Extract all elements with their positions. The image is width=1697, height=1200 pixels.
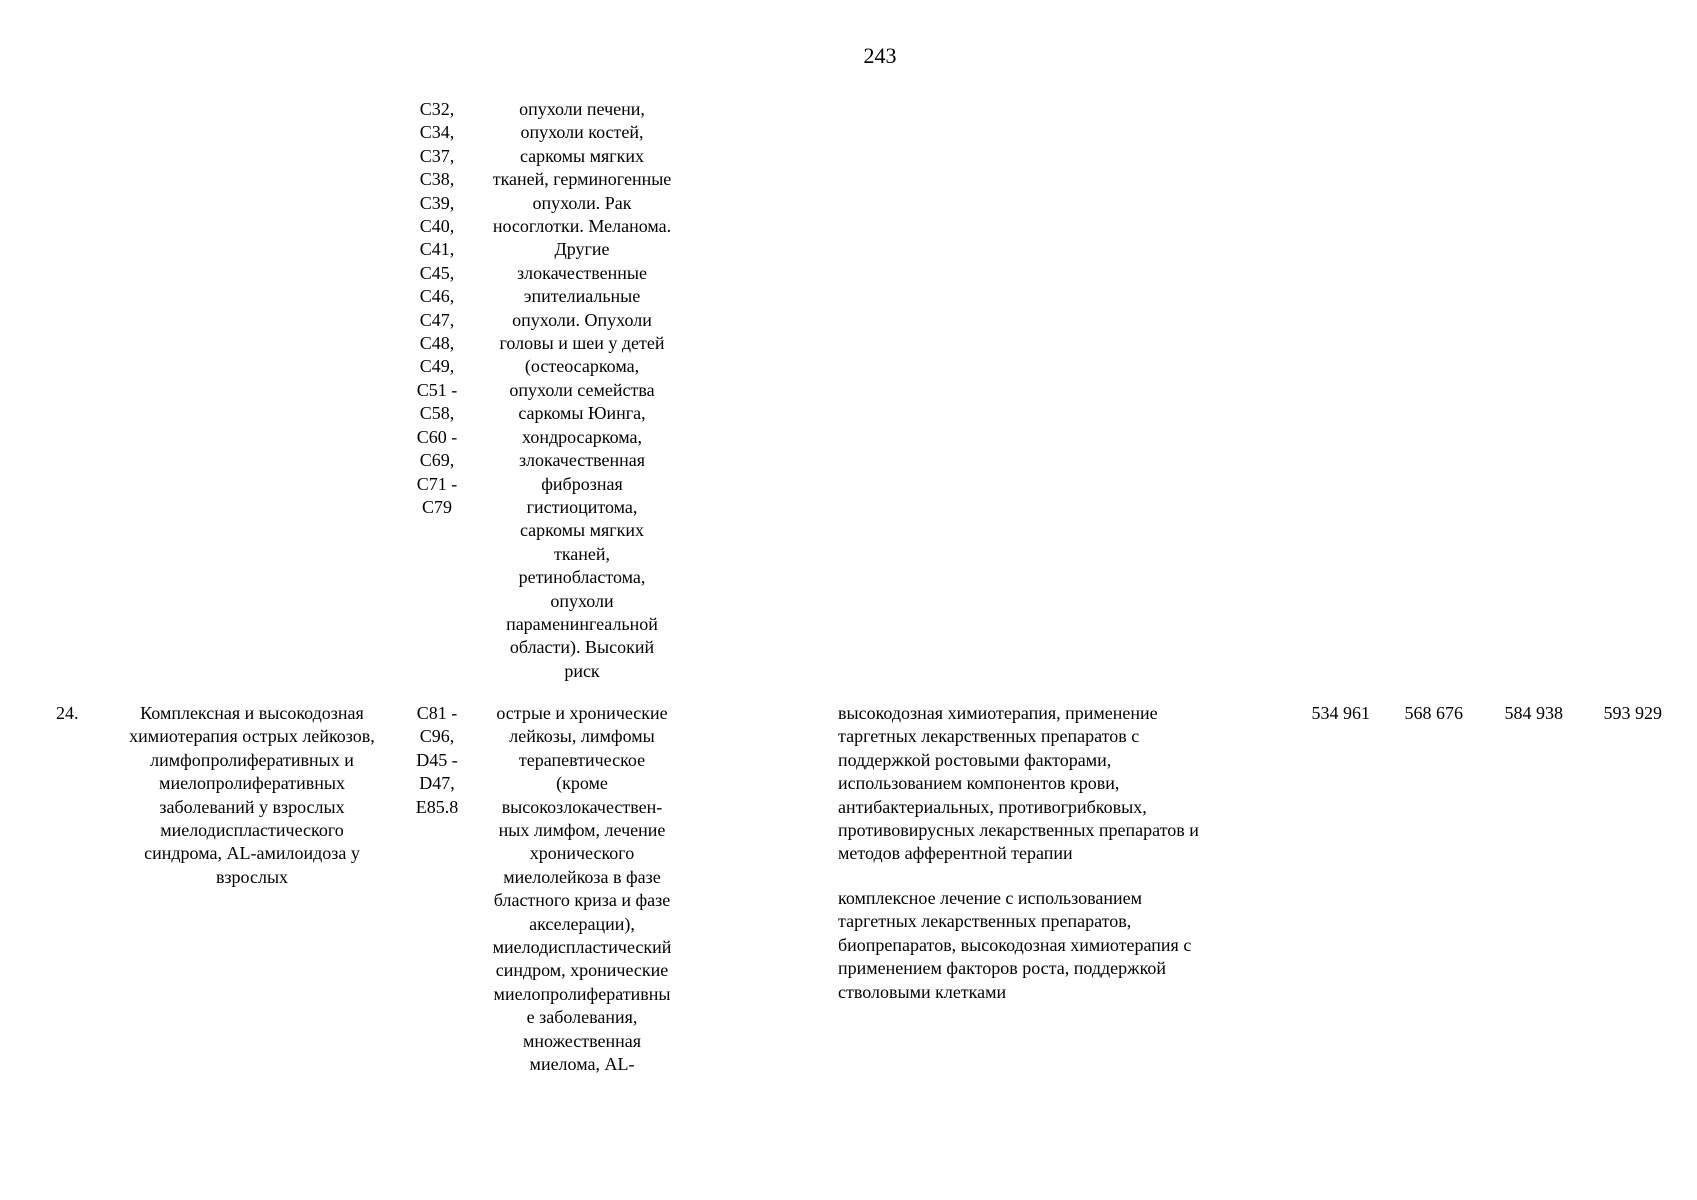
row-24-number: 24. (56, 703, 79, 723)
row-24-cost-1: 534 961 (1311, 703, 1370, 723)
row-24-method-1: высокодозная химиотерапия, применение таргетных лекарственных препаратов с поддержкой ростовыми факторами, использованием компонентов крови, антибактериальных, противогрибковых, противовирусных лекарственных препаратов и методов афферентной терапии (838, 703, 1199, 864)
row-24-icd-codes: C81 - C96, D45 - D47, E85.8 (415, 703, 459, 817)
row-24-cost-2: 568 676 (1404, 703, 1463, 723)
row-24-treatment-name: Комплексная и высокодозная химиотерапия острых лейкозов, лимфопролиферативных и миелопролиферативных заболеваний у взрослых миелодиспластического синдрома, AL-амилоидоза у взрослых (129, 703, 375, 887)
continuation-diagnosis: опухоли печени, опухоли костей, саркомы мягких тканей, герминогенные опухоли. Рак носоглотки. Меланома. Другие злокачественные эпителиальные опухоли. Опухоли головы и шеи у детей (остеосаркома, опухоли семейства саркомы Юинга, хондросаркома, злокачественная фиброзная гистиоцитома, саркомы мягких тканей, ретинобластома, опухоли параменингеальной области). Высокий риск (492, 99, 672, 681)
continuation-icd-codes: C32, C34, C37, C38, C39, C40, C41, C45, C46, C47, C48, C49, C51 - C58, C60 - C69, C71 - C79 (416, 99, 458, 517)
row-24-cost-3: 584 938 (1504, 703, 1563, 723)
page-number: 243 (863, 43, 897, 68)
row-24-cost-4: 593 929 (1603, 703, 1662, 723)
row-24-diagnosis: острые и хронические лейкозы, лимфомы терапевтическое (кроме высокозлокачествен- ных лимфом, лечение хронического миелолейкоза в фазе бластного криза и фазе акселерации), миелодиспластический синдром, хронические миелопролиферативны е заболевания, множественная миелома, AL- (492, 703, 672, 1075)
row-24-method-2: комплексное лечение с использованием таргетных лекарственных препаратов, биопрепаратов, высокодозная химиотерапия с применением факторов роста, поддержкой стволовыми клетками (838, 888, 1192, 1002)
